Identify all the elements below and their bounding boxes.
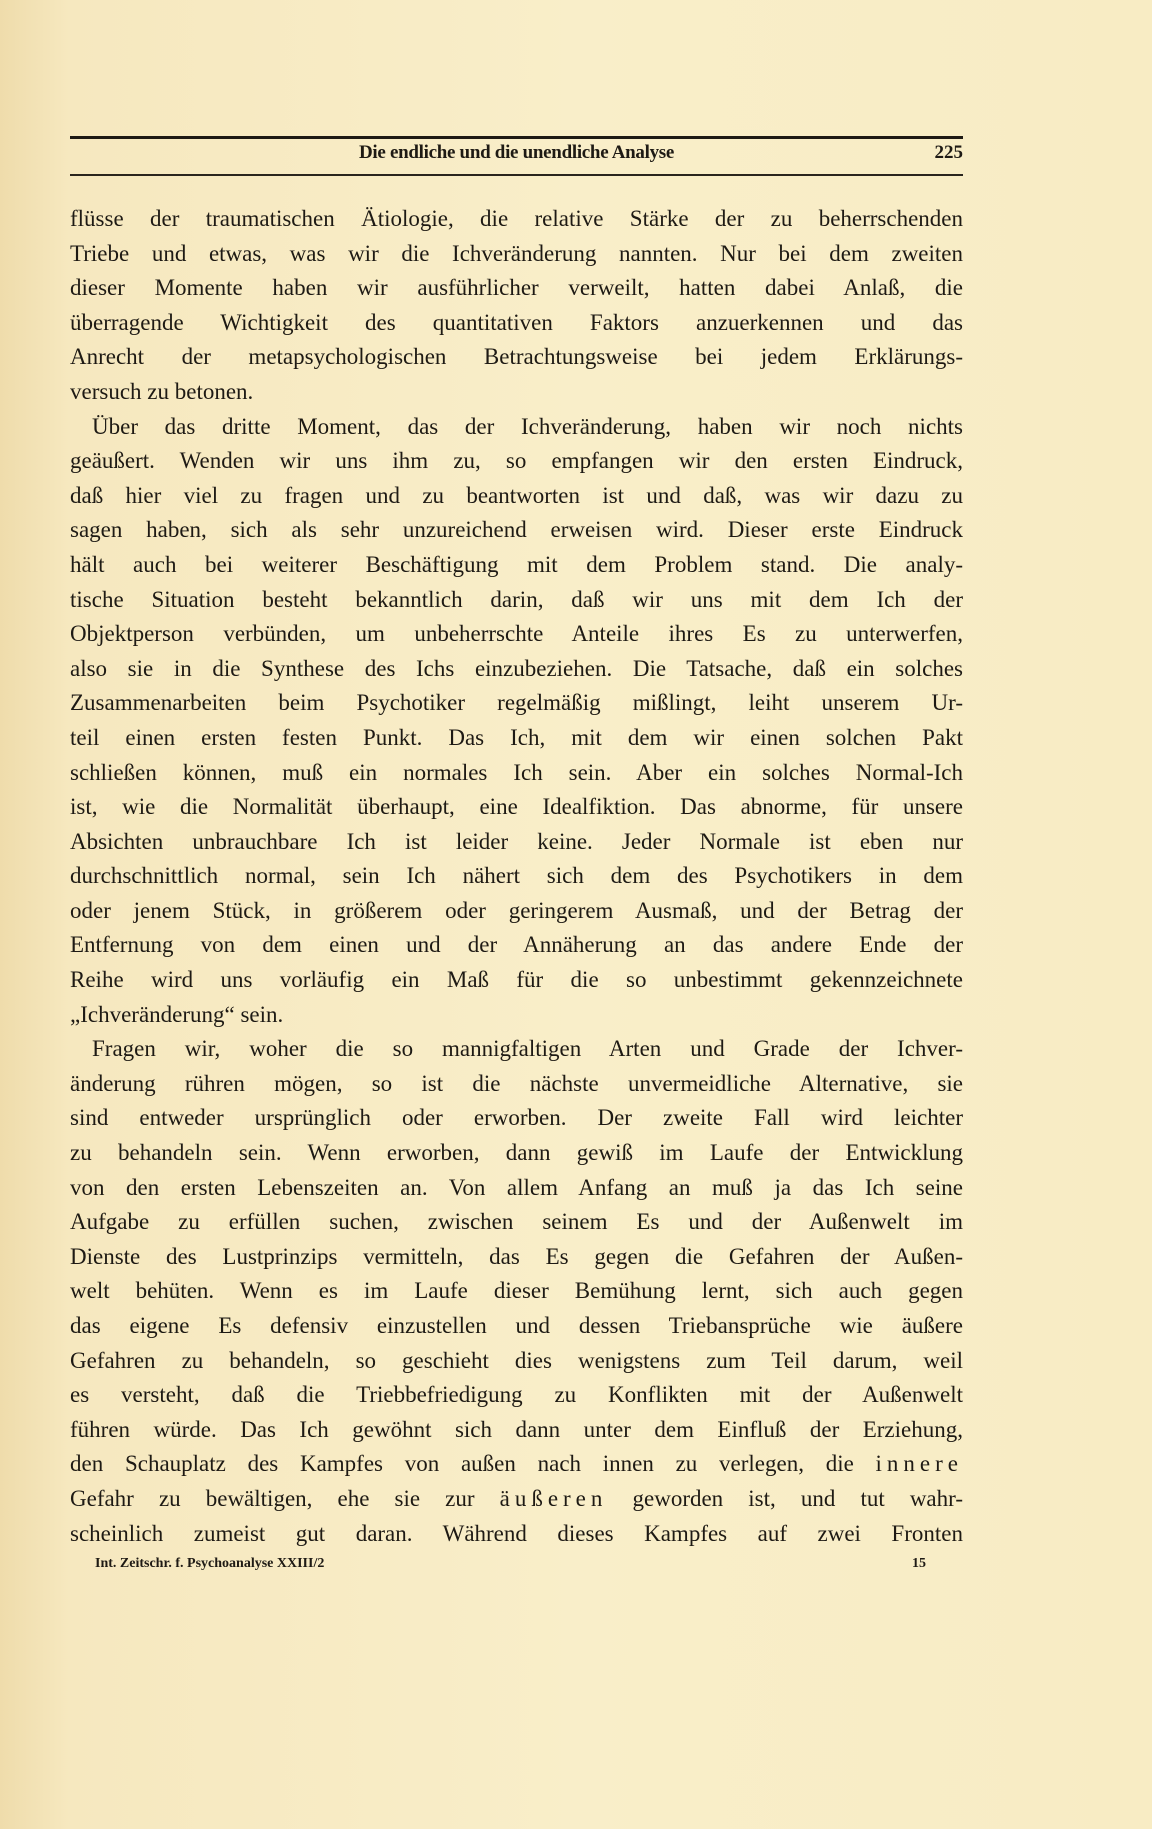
header-rule-top xyxy=(70,136,963,139)
text-line xyxy=(70,1309,963,1344)
line-text: tische Situation besteht bekanntlich darin, daß wir uns mit dem Ich der xyxy=(70,586,963,612)
text-line xyxy=(70,479,963,514)
text-line xyxy=(70,410,963,445)
line-text: Zusammenarbeiten beim Psychotiker regelmäßig mißlingt, leiht unserem Ur- xyxy=(70,690,963,716)
line-text: teil einen ersten festen Punkt. Das Ich, mit dem wir einen solchen Pakt xyxy=(70,724,963,750)
text-line xyxy=(70,375,963,410)
line-text: „Ichveränderung“ sein. xyxy=(70,1001,284,1027)
text-line xyxy=(70,1274,963,1309)
spaced-emphasis: innere xyxy=(875,1451,963,1477)
text-line xyxy=(70,652,963,687)
text-line xyxy=(70,1447,963,1482)
line-text: sagen haben, sich als sehr unzureichend erweisen wird. Dieser erste Eindruck xyxy=(70,517,963,543)
text-line xyxy=(70,444,963,479)
line-text: zu behandeln sein. Wenn erworben, dann gewiß im Laufe der Entwicklung xyxy=(70,1140,963,1166)
text-line xyxy=(70,825,963,860)
footer-signature: 15 xyxy=(912,1556,926,1571)
line-text: Triebe und etwas, was wir die Ichveränderung nannten. Nur bei dem zweiten xyxy=(70,240,963,266)
line-text: schließen können, muß ein normales Ich sein. Aber ein solches Normal-Ich xyxy=(70,759,963,785)
text-line xyxy=(70,790,963,825)
text-line xyxy=(70,756,963,791)
line-text: also sie in die Synthese des Ichs einzubeziehen. Die Tatsache, daß ein solches xyxy=(70,655,963,681)
text-line xyxy=(70,513,963,548)
line-text: es versteht, daß die Triebbefriedigung zu Konflikten mit der Außenwelt xyxy=(70,1382,963,1408)
running-title: Die endliche und die unendliche Analyse xyxy=(358,142,675,163)
text-line xyxy=(70,859,963,894)
line-text: hält auch bei weiterer Beschäftigung mit dem Problem stand. Die analy- xyxy=(70,551,963,577)
line-text: daß hier viel zu fragen und zu beantworten ist und daß, was wir dazu zu xyxy=(70,482,963,508)
line-text: das eigene Es defensiv einzustellen und dessen Triebansprüche wie äußere xyxy=(70,1313,963,1338)
line-text: geäußert. Wenden wir uns ihm zu, so empfangen wir den ersten Eindruck, xyxy=(70,448,963,474)
line-text: Reihe wird uns vorläufig ein Maß für die so unbestimmt gekennzeichnete xyxy=(70,967,963,993)
line-text: Anrecht der metapsychologischen Betrachtungsweise bei jedem Erklärungs- xyxy=(70,344,963,370)
line-text: Absichten unbrauchbare Ich ist leider keine. Jeder Normale ist eben nur xyxy=(70,828,963,854)
text-line xyxy=(70,721,963,756)
line-text: Gefahren zu behandeln, so geschieht dies wenigstens zum Teil darum, weil xyxy=(70,1347,963,1373)
line-text: Gefahr zu bewältigen, ehe sie zur xyxy=(70,1485,500,1511)
line-text: führen würde. Das Ich gewöhnt sich dann unter dem Einfluß der Erziehung, xyxy=(70,1416,963,1442)
text-line xyxy=(70,1205,963,1240)
line-text: Fragen wir, woher die so mannigfaltigen Arten und Grade der Ichver- xyxy=(92,1036,963,1062)
line-text: den Schauplatz des Kampfes von außen nach innen zu verlegen, die xyxy=(70,1451,876,1477)
text-line xyxy=(70,686,963,721)
line-text: von den ersten Lebenszeiten an. Von allem Anfang an muß ja das Ich seine xyxy=(70,1174,963,1200)
text-line xyxy=(70,271,963,306)
spaced-emphasis: äußeren xyxy=(499,1485,608,1511)
text-line xyxy=(70,617,963,652)
text-line xyxy=(70,583,963,618)
text-line xyxy=(70,928,963,963)
header-rule-bottom xyxy=(70,174,963,176)
line-text: scheinlich zumeist gut daran. Während dieses Kampfes auf zwei Fronten xyxy=(70,1520,963,1546)
text-line xyxy=(70,1136,963,1171)
line-text: Entfernung von dem einen und der Annäherung an das andere Ende der xyxy=(70,932,963,958)
line-text: Objektperson verbünden, um unbeherrschte Anteile ihres Es zu unterwerfen, xyxy=(70,621,963,647)
line-text: Aufgabe zu erfüllen suchen, zwischen seinem Es und der Außenwelt im xyxy=(70,1209,963,1235)
line-text: welt behüten. Wenn es im Laufe dieser Bemühung lernt, sich auch gegen xyxy=(70,1278,963,1304)
text-line xyxy=(70,963,963,998)
text-line xyxy=(70,1482,963,1517)
text-line xyxy=(70,1378,963,1413)
text-line xyxy=(70,1101,963,1136)
body-text xyxy=(70,202,963,1551)
text-line xyxy=(70,340,963,375)
text-line xyxy=(70,1344,963,1379)
text-line xyxy=(70,548,963,583)
footer-journal: Int. Zeitschr. f. Psychoanalyse XXIII/2 xyxy=(95,1556,325,1571)
text-line xyxy=(70,894,963,929)
text-line xyxy=(70,306,963,341)
line-text: dieser Momente haben wir ausführlicher verweilt, hatten dabei Anlaß, die xyxy=(70,275,963,301)
text-line xyxy=(70,998,963,1033)
line-text: oder jenem Stück, in größerem oder geringerem Ausmaß, und der Betrag der xyxy=(70,897,963,923)
line-text: Über das dritte Moment, das der Ichveränderung, haben wir noch nichts xyxy=(92,413,963,439)
text-line xyxy=(70,1240,963,1275)
line-text: ist, wie die Normalität überhaupt, eine Idealfiktion. Das abnorme, für unsere xyxy=(70,794,963,820)
line-text: überragende Wichtigkeit des quantitativen Faktors anzuerkennen und das xyxy=(70,309,963,335)
text-line xyxy=(70,1413,963,1448)
text-line xyxy=(70,1171,963,1206)
text-line xyxy=(70,237,963,272)
text-line xyxy=(70,202,963,237)
page-number: 225 xyxy=(934,142,963,163)
line-text: flüsse der traumatischen Ätiologie, die relative Stärke der zu beherrschenden xyxy=(70,206,963,231)
line-text: Dienste des Lustprinzips vermitteln, das Es gegen die Gefahren der Außen- xyxy=(70,1243,963,1269)
text-line xyxy=(70,1032,963,1067)
line-text: versuch zu betonen. xyxy=(70,378,254,404)
text-line xyxy=(70,1517,963,1552)
line-text: geworden ist, und tut wahr- xyxy=(607,1485,963,1511)
text-line xyxy=(70,1067,963,1102)
line-text: sind entweder ursprünglich oder erworben. Der zweite Fall wird leichter xyxy=(70,1105,963,1131)
line-text: änderung rühren mögen, so ist die nächste unvermeidliche Alternative, sie xyxy=(70,1070,963,1096)
line-text: durchschnittlich normal, sein Ich nähert sich dem des Psychotikers in dem xyxy=(70,863,963,889)
